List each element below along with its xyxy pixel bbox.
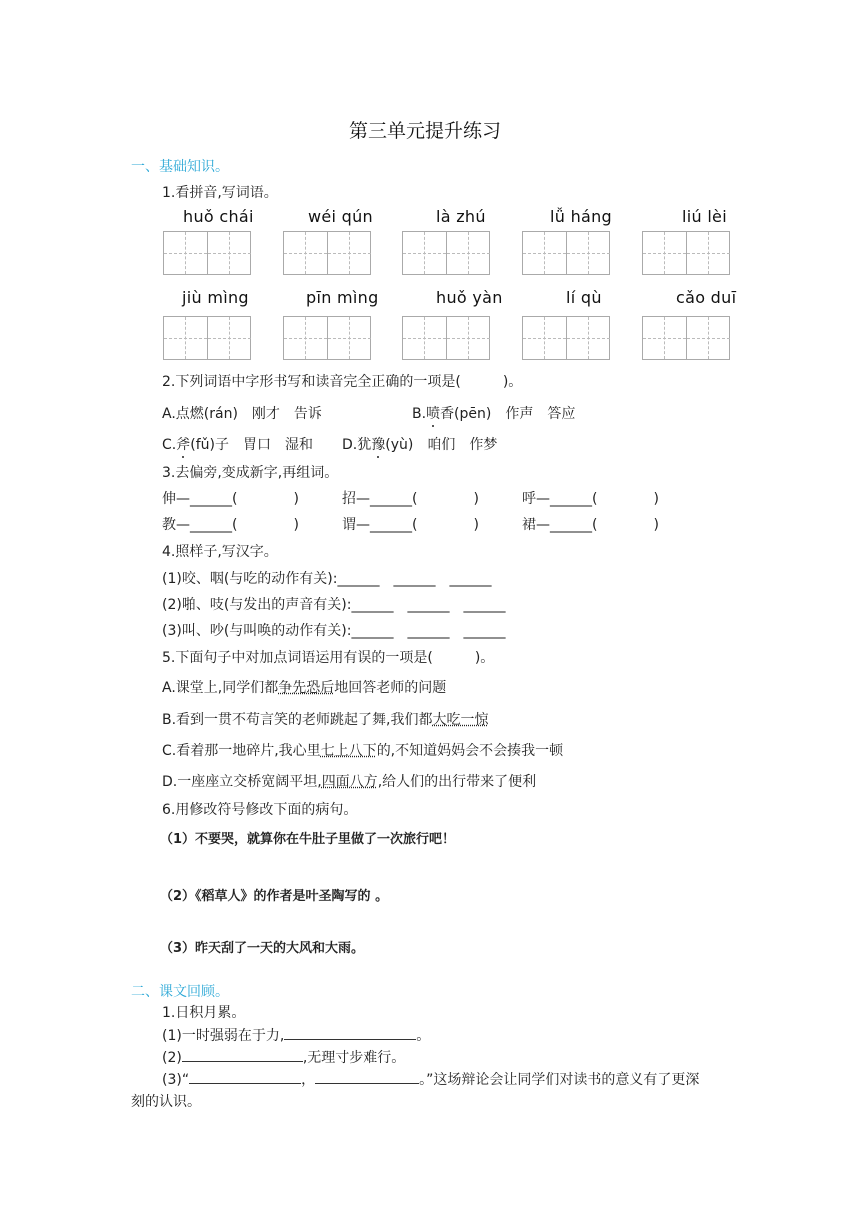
pinyin-label: cǎo duī [676,288,737,307]
fill-blank[interactable] [284,1027,416,1040]
q6-sentence: （2）《稻草人》的作者是叶圣陶写的 。 [160,889,389,904]
pinyin-label: huǒ chái [183,207,254,226]
pinyin-label: huǒ yàn [436,288,503,307]
question-6: 6.用修改符号修改下面的病句。 [162,802,358,818]
q4-item: (1)咬、咽(与吃的动作有关):______ ______ ______ [162,571,492,587]
option-b: B.喷香(pēn) 作声 答应 [412,403,575,423]
q3-item: 伸—______( ) [162,491,299,507]
review-item-3-cont: 刻的认识。 [131,1094,201,1110]
review-item-1: (1)一时强弱在于力, 。 [162,1028,431,1044]
question-4: 4.照样子,写汉字。 [162,544,278,560]
pinyin-label: lí qù [566,288,602,307]
q3-item: 教—______( ) [162,517,299,533]
q3-item: 谓—______( ) [342,517,479,533]
q3-item: 招—______( ) [342,491,479,507]
question-3: 3.去偏旁,变成新字,再组词。 [162,465,339,481]
question-1: 1.看拼音,写词语。 [162,185,278,201]
pinyin-label: lǚ háng [550,207,613,226]
writing-grid[interactable] [283,316,371,360]
fill-blank[interactable] [315,1071,419,1084]
writing-grid[interactable] [402,316,490,360]
q5-option-b: B.看到一贯不苟言笑的老师跳起了舞,我们都大吃一惊 [162,712,489,728]
pinyin-label: là zhú [436,207,486,226]
q4-item: (3)叫、吵(与叫唤的动作有关):______ ______ ______ [162,623,506,639]
fill-blank[interactable] [189,1071,301,1084]
fill-blank[interactable] [182,1049,303,1062]
page-title: 第三单元提升练习 [349,120,502,142]
pinyin-label: pīn mìng [306,288,379,307]
q6-sentence: （3）昨天刮了一天的大风和大雨。 [160,941,365,956]
pinyin-label: liú lèi [682,207,727,226]
pinyin-label: jiù mìng [182,288,249,307]
writing-grid[interactable] [163,316,251,360]
q3-item: 呼—______( ) [522,491,659,507]
review-1: 1.日积月累。 [162,1005,246,1021]
question-2: 2.下列词语中字形书写和读音完全正确的一项是( )。 [162,374,523,390]
option-a: A.点燃(rán) 刚才 告诉 [162,406,322,422]
q5-option-c: C.看着那一地碎片,我心里七上八下的,不知道妈妈会不会揍我一顿 [162,743,564,759]
q3-item: 裙—______( ) [522,517,659,533]
question-5: 5.下面句子中对加点词语运用有误的一项是( )。 [162,650,495,666]
section-basic-knowledge: 一、基础知识。 [131,159,229,175]
q4-item: (2)啪、吱(与发出的声音有关):______ ______ ______ [162,597,506,613]
writing-grid[interactable] [163,231,251,275]
review-item-2: (2) ,无理寸步难行。 [162,1050,406,1066]
q5-option-d: D.一座座立交桥宽阔平坦,四面八方,给人们的出行带来了便利 [162,774,537,790]
review-item-3: (3)“ ， 。”这场辩论会让同学们对读书的意义有了更深 [162,1072,700,1088]
option-c: C.斧(fǔ)子 胃口 湿和 [162,434,313,454]
writing-grid[interactable] [642,316,730,360]
q6-sentence: （1）不要哭，就算你在牛肚子里做了一次旅行吧！ [160,832,456,847]
writing-grid[interactable] [283,231,371,275]
pinyin-label: wéi qún [308,207,373,226]
writing-grid[interactable] [402,231,490,275]
section-text-review: 二、课文回顾。 [131,984,229,1000]
writing-grid[interactable] [522,231,610,275]
q5-option-a: A.课堂上,同学们都争先恐后地回答老师的问题 [162,680,447,696]
option-d: D.犹豫(yù) 咱们 作梦 [342,434,497,454]
writing-grid[interactable] [522,316,610,360]
writing-grid[interactable] [642,231,730,275]
